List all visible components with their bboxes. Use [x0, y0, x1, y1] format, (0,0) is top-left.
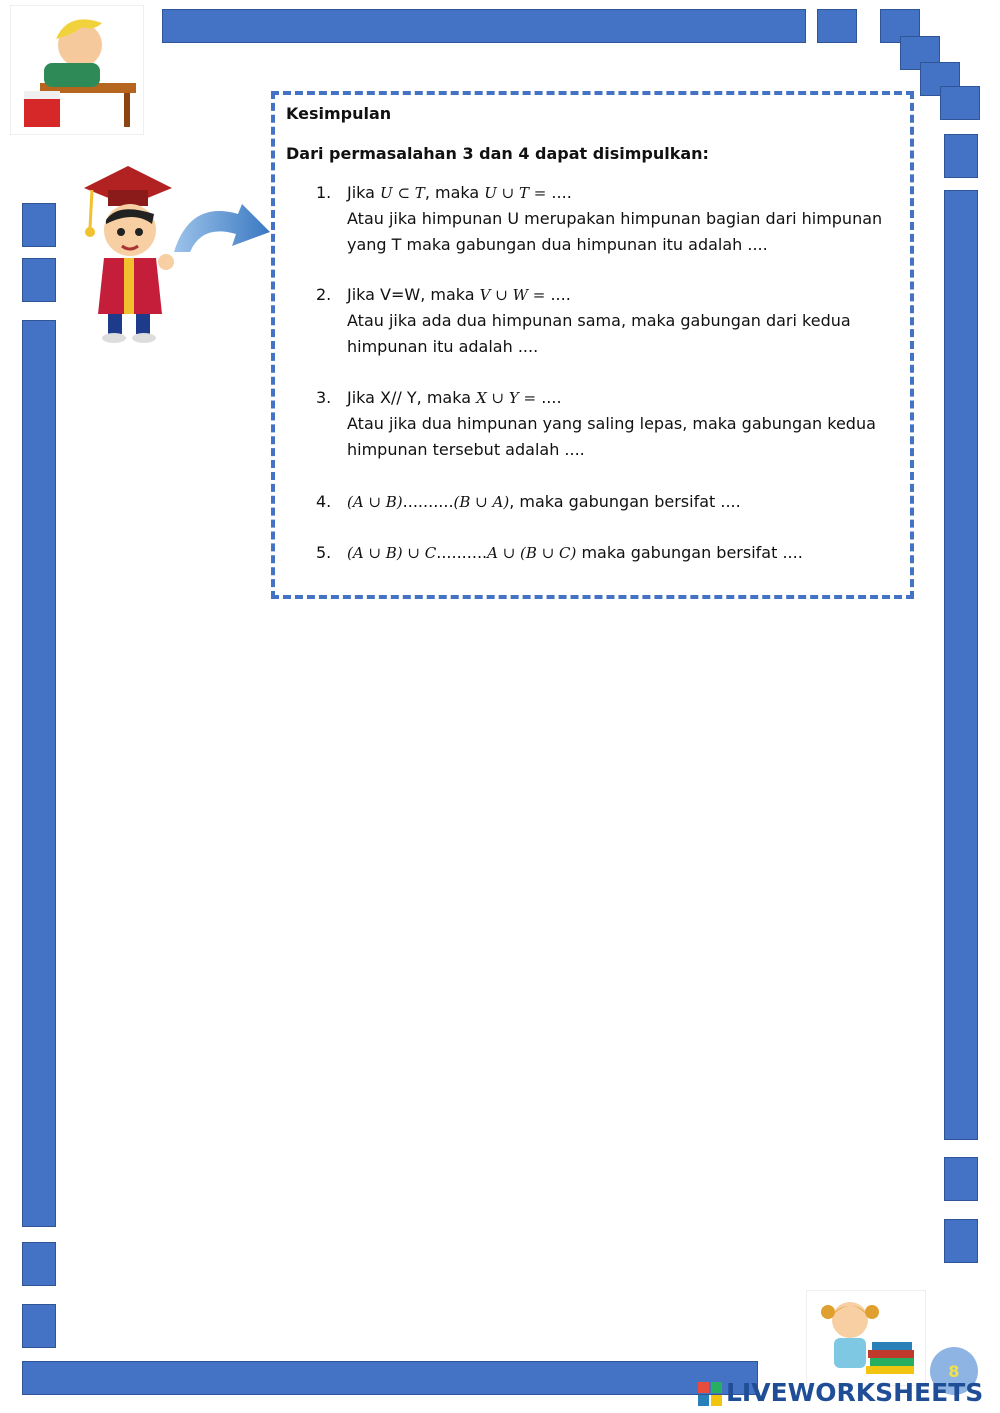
item-explanation: Atau jika ada dua himpunan sama, maka gabungan dari kedua [347, 311, 851, 330]
answer-blank[interactable]: .... [545, 285, 571, 304]
item-statement [347, 385, 906, 411]
math-expression: (B ∪ A) [453, 493, 510, 511]
frame-bottom-bar [22, 1361, 758, 1395]
item-number: 5. [316, 543, 332, 562]
item-number: 4. [316, 492, 332, 511]
item-text: Jika [347, 183, 381, 202]
list-item [316, 385, 906, 463]
section-title: Kesimpulan [286, 104, 392, 123]
answer-blank[interactable]: .... [536, 388, 562, 407]
math-expression: U ⊂ T [380, 184, 425, 202]
item-explanation: himpunan itu adalah .... [347, 337, 539, 356]
watermark-text: LIVEWORKSHEETS [726, 1378, 984, 1407]
item-explanation: yang T maka gabungan dua himpunan itu adalah .... [347, 235, 768, 254]
answer-blank[interactable]: , maka gabungan bersifat .... [509, 492, 741, 511]
liveworksheets-logo-icon [698, 1382, 722, 1406]
frame-top-bar [162, 9, 806, 43]
math-expression: A ∪ (B ∪ C) [487, 544, 577, 562]
item-explanation: Atau jika himpunan U merupakan himpunan bagian dari himpunan [347, 209, 883, 228]
item-explanation: himpunan tersebut adalah .... [347, 440, 585, 459]
item-statement [347, 489, 906, 515]
answer-blank[interactable]: maka gabungan bersifat .... [576, 543, 803, 562]
section-intro: Dari permasalahan 3 dan 4 dapat disimpulkan: [286, 144, 709, 163]
frame-right-bar [944, 190, 978, 1140]
item-text: Jika X// Y, maka [347, 388, 477, 407]
item-text: , maka [424, 183, 485, 202]
frame-right-square [944, 134, 978, 178]
item-explanation: Atau jika dua himpunan yang saling lepas, maka gabungan kedua [347, 414, 876, 433]
item-statement [347, 282, 906, 308]
item-text: Jika V=W, maka [347, 285, 480, 304]
math-expression: V ∪ W = [479, 286, 546, 304]
list-item [316, 180, 906, 258]
math-expression: (A ∪ B) ∪ C [347, 544, 437, 562]
frame-left-square [22, 258, 56, 302]
page-number-badge: 8 [930, 1347, 978, 1395]
curved-arrow-icon [168, 196, 274, 254]
item-number: 3. [316, 388, 332, 407]
item-statement [347, 180, 906, 206]
frame-top-square [817, 9, 857, 43]
frame-left-square [22, 1242, 56, 1286]
item-statement [347, 540, 906, 566]
frame-right-square [944, 1157, 978, 1201]
girl-reading-illustration [806, 1290, 926, 1386]
graduate-boy-illustration [78, 158, 178, 344]
frame-left-bar [22, 320, 56, 1227]
math-expression: X ∪ Y = [476, 389, 537, 407]
frame-right-square [944, 1219, 978, 1263]
answer-blank[interactable]: .......... [402, 492, 454, 511]
item-number: 1. [316, 183, 332, 202]
list-item [316, 540, 906, 566]
list-item [316, 489, 906, 515]
watermark [726, 1378, 983, 1407]
item-number: 2. [316, 285, 332, 304]
answer-blank[interactable]: .... [546, 183, 572, 202]
frame-left-square [22, 203, 56, 247]
frame-left-square [22, 1304, 56, 1348]
frame-corner-square [940, 86, 980, 120]
answer-blank[interactable]: .......... [436, 543, 488, 562]
math-expression: U ∪ T = [484, 184, 547, 202]
list-item [316, 282, 906, 360]
math-expression: (A ∪ B) [347, 493, 403, 511]
student-at-desk-illustration [10, 5, 144, 135]
